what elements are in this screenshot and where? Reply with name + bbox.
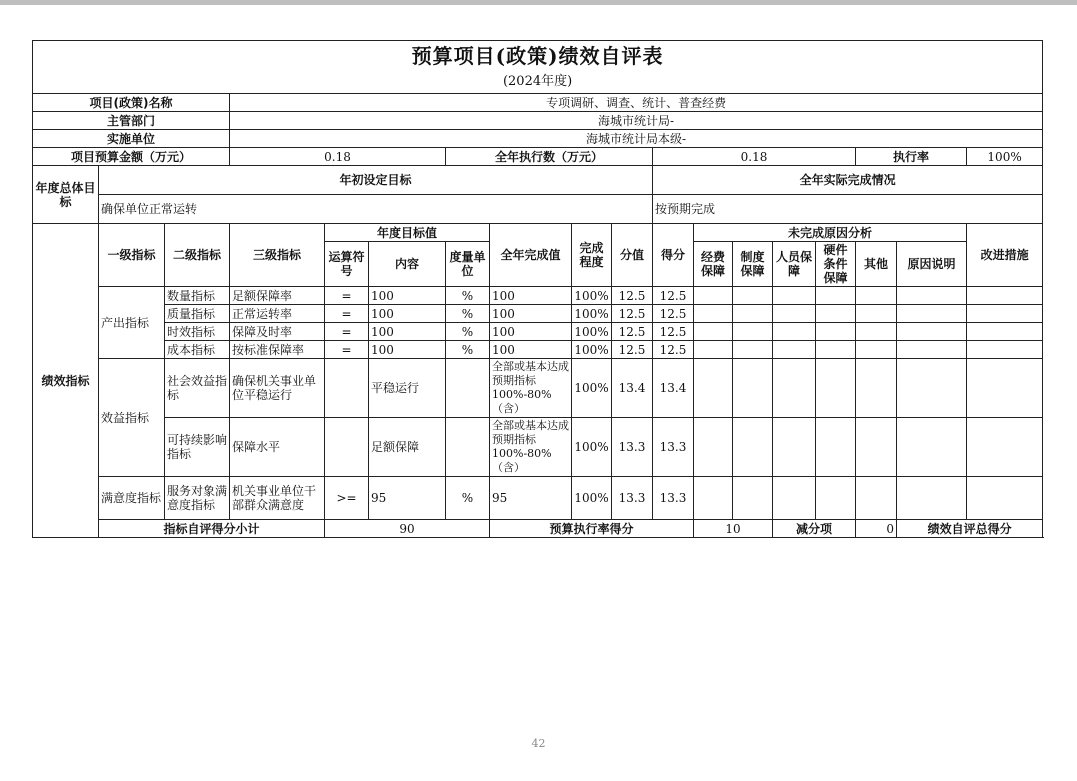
op-header: 运算符号 [325, 242, 369, 287]
initial-goal-value: 确保单位正常运转 [99, 195, 653, 224]
exec-rate-value: 100% [967, 148, 1043, 166]
row-degree: 100% [572, 341, 612, 359]
page-number: 42 [531, 737, 546, 750]
row-content: 95 [369, 477, 446, 520]
row-content: 100 [369, 323, 446, 341]
overall-goal-label: 年度总体目标 [33, 166, 99, 224]
reason-other-header: 其他 [856, 242, 897, 287]
project-name-value: 专项调研、调查、统计、普查经费 [230, 94, 1043, 112]
deduction-label: 减分项 [773, 520, 856, 538]
row-content: 100 [369, 305, 446, 323]
budget-score-value: 10 [694, 520, 773, 538]
indicator-row [33, 359, 1043, 418]
row-l3: 正常运转率 [230, 305, 325, 323]
top-border-bar [0, 0, 1077, 5]
row-l2: 时效指标 [165, 323, 230, 341]
measure-header: 度量单位 [446, 242, 490, 287]
executed-value: 0.18 [653, 148, 856, 166]
row-value: 100 [490, 323, 572, 341]
row-unit [446, 418, 490, 477]
row-degree: 100% [572, 287, 612, 305]
level2-header: 二级指标 [165, 224, 230, 287]
group-benefit: 效益指标 [99, 359, 165, 477]
row-op: = [325, 323, 369, 341]
row-l3: 保障水平 [230, 418, 325, 477]
actual-header: 全年实际完成情况 [653, 166, 1043, 195]
row-unit: % [446, 341, 490, 359]
reason-staff-header: 人员保障 [773, 242, 816, 287]
actual-value: 按预期完成 [653, 195, 1043, 224]
row-l2: 可持续影响指标 [165, 418, 230, 477]
row-l2: 成本指标 [165, 341, 230, 359]
row-content: 100 [369, 287, 446, 305]
subtotal-label: 指标自评得分小计 [99, 520, 325, 538]
row-l3: 足额保障率 [230, 287, 325, 305]
row-weight: 12.5 [612, 323, 653, 341]
performance-evaluation-table [32, 40, 1043, 538]
row-score: 12.5 [653, 341, 694, 359]
row-op [325, 359, 369, 418]
budget-value: 0.18 [230, 148, 446, 166]
row-value: 100 [490, 287, 572, 305]
row-degree: 100% [572, 477, 612, 520]
row-content: 足额保障 [369, 418, 446, 477]
row-degree: 100% [572, 359, 612, 418]
reason-desc-header: 原因说明 [897, 242, 967, 287]
indicator-row [33, 305, 1043, 323]
unit-value: 海城市统计局本级- [230, 130, 1043, 148]
dept-label: 主管部门 [33, 112, 230, 130]
row-l2: 服务对象满意度指标 [165, 477, 230, 520]
row-unit: % [446, 305, 490, 323]
unit-label: 实施单位 [33, 130, 230, 148]
content-header: 内容 [369, 242, 446, 287]
row-op: >= [325, 477, 369, 520]
row-weight: 12.5 [612, 287, 653, 305]
row-unit [446, 359, 490, 418]
deduction-value: 0 [856, 520, 897, 538]
indicator-row [33, 323, 1043, 341]
row-l3: 保障及时率 [230, 323, 325, 341]
row-l2: 社会效益指标 [165, 359, 230, 418]
row-l3: 确保机关事业单位平稳运行 [230, 359, 325, 418]
budget-score-label: 预算执行率得分 [490, 520, 694, 538]
reason-system-header: 制度保障 [733, 242, 773, 287]
row-content: 平稳运行 [369, 359, 446, 418]
budget-label: 项目预算金额（万元） [33, 148, 230, 166]
row-score: 13.4 [653, 359, 694, 418]
row-score: 12.5 [653, 305, 694, 323]
improve-header: 改进措施 [967, 224, 1043, 287]
reasons-header: 未完成原因分析 [694, 224, 967, 242]
indicator-row [33, 287, 1043, 305]
total-label: 绩效自评总得分 [897, 520, 1043, 538]
row-value: 全部或基本达成预期指标100%-80%（含） [490, 418, 572, 477]
score-header: 得分 [653, 224, 694, 287]
indicator-row [33, 341, 1043, 359]
degree-header: 完成程度 [572, 224, 612, 287]
row-weight: 13.3 [612, 477, 653, 520]
row-score: 13.3 [653, 418, 694, 477]
row-weight: 12.5 [612, 341, 653, 359]
target-header: 年度目标值 [325, 224, 490, 242]
row-unit: % [446, 323, 490, 341]
row-l2: 数量指标 [165, 287, 230, 305]
form-title: 预算项目(政策)绩效自评表 [33, 41, 1043, 72]
row-op: = [325, 287, 369, 305]
group-output: 产出指标 [99, 287, 165, 359]
exec-rate-label: 执行率 [856, 148, 967, 166]
row-weight: 13.3 [612, 418, 653, 477]
row-l2: 质量指标 [165, 305, 230, 323]
indicator-row [33, 477, 1043, 520]
row-value: 95 [490, 477, 572, 520]
dept-value: 海城市统计局- [230, 112, 1043, 130]
row-weight: 13.4 [612, 359, 653, 418]
perf-indicators-label: 绩效指标 [33, 224, 99, 538]
indicator-row [33, 418, 1043, 477]
reason-fund-header: 经费保障 [694, 242, 733, 287]
row-op: = [325, 305, 369, 323]
subtotal-value: 90 [325, 520, 490, 538]
level1-header: 一级指标 [99, 224, 165, 287]
group-satisfaction: 满意度指标 [99, 477, 165, 520]
row-degree: 100% [572, 323, 612, 341]
reason-hardware-header: 硬件条件保障 [816, 242, 856, 287]
row-content: 100 [369, 341, 446, 359]
row-degree: 100% [572, 418, 612, 477]
row-l3: 机关事业单位干部群众满意度 [230, 477, 325, 520]
full-year-header: 全年完成值 [490, 224, 572, 287]
weight-header: 分值 [612, 224, 653, 287]
row-degree: 100% [572, 305, 612, 323]
project-name-label: 项目(政策)名称 [33, 94, 230, 112]
row-value: 全部或基本达成预期指标100%-80%（含） [490, 359, 572, 418]
executed-label: 全年执行数（万元） [446, 148, 653, 166]
row-weight: 12.5 [612, 305, 653, 323]
row-l3: 按标准保障率 [230, 341, 325, 359]
row-op [325, 418, 369, 477]
initial-goal-header: 年初设定目标 [99, 166, 653, 195]
row-unit: % [446, 477, 490, 520]
row-value: 100 [490, 341, 572, 359]
row-unit: % [446, 287, 490, 305]
form-year: (2024年度) [33, 71, 1043, 94]
row-score: 13.3 [653, 477, 694, 520]
row-op: = [325, 341, 369, 359]
row-score: 12.5 [653, 323, 694, 341]
level3-header: 三级指标 [230, 224, 325, 287]
row-score: 12.5 [653, 287, 694, 305]
row-value: 100 [490, 305, 572, 323]
